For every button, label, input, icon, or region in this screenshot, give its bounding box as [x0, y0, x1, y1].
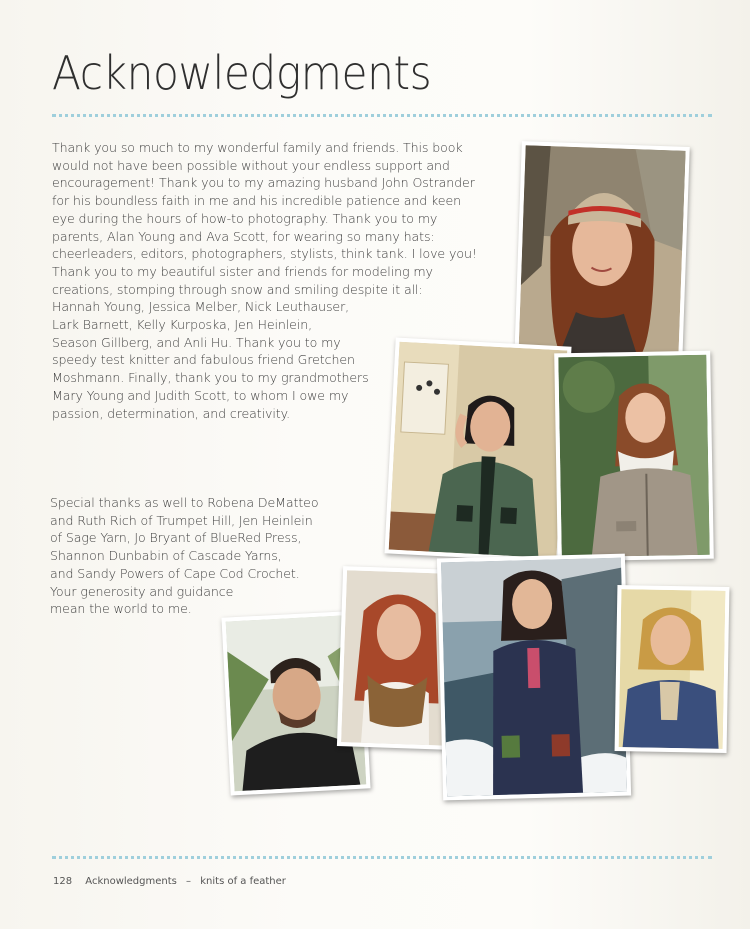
- text-line: cheerleaders, editors, photographers, stylists, think tank. I love you!: [52, 246, 477, 262]
- text-line: Special thanks as well to Robena DeMatteo: [50, 495, 319, 510]
- text-line: Hannah Young, Jessica Melber, Nick Leuthauser,: [52, 299, 350, 315]
- page-footer: [53, 876, 286, 887]
- text-line: and Sandy Powers of Cape Cod Crochet.: [50, 565, 300, 581]
- text-line: speedy test knitter and fabulous friend Gretchen: [52, 352, 355, 368]
- text-line: Thank you so much to my wonderful family and friends. This book: [52, 140, 463, 155]
- text-line: Shannon Dunbabin of Cascade Yarns,: [50, 548, 282, 564]
- top-dotted-divider: [52, 114, 712, 117]
- text-line: eye during the hours of how-to photography. Thank you to my: [52, 210, 438, 226]
- text-line: passion, determination, and creativity.: [52, 405, 291, 421]
- photo-woman-green-cardigan: [384, 338, 571, 563]
- text-line: would not have been possible without your endless support and: [52, 157, 450, 173]
- footer-separator: –: [186, 876, 192, 887]
- text-line: mean the world to me.: [50, 601, 192, 617]
- text-line: Lark Barnett, Kelly Kurposka, Jen Heinlein,: [52, 317, 312, 333]
- bottom-dotted-divider: [52, 856, 712, 859]
- acknowledgments-paragraph-2: [50, 494, 318, 618]
- text-line: parents, Alan Young and Ava Scott, for wearing so many hats:: [52, 228, 435, 244]
- text-line: Moshmann. Finally, thank you to my grandmothers: [52, 370, 369, 386]
- text-line: Thank you to my beautiful sister and friends for modeling my: [52, 263, 433, 279]
- text-line: and Ruth Rich of Trumpet Hill, Jen Heinlein: [50, 512, 313, 528]
- photo-woman-grey-coat-white-scarf: [554, 351, 714, 562]
- footer-section-name: Acknowledgments: [85, 876, 177, 887]
- text-line: Your generosity and guidance: [50, 583, 234, 599]
- photo-woman-red-stripe-hat: [514, 141, 690, 365]
- footer-book-title: knits of a feather: [200, 876, 286, 887]
- text-line: of Sage Yarn, Jo Bryant of BlueRed Press,: [50, 530, 302, 546]
- text-line: encouragement! Thank you to my amazing husband John Ostrander: [52, 175, 475, 191]
- text-line: Season Gillberg, and Anli Hu. Thank you to my: [52, 334, 341, 350]
- text-line: for his boundless faith in me and his incredible patience and keen: [52, 193, 461, 209]
- photo-woman-navy-coat-snow: [437, 554, 631, 801]
- text-line: Mary Young and Judith Scott, to whom I owe my: [52, 387, 349, 403]
- photo-blonde-woman-blue-cardigan: [615, 585, 730, 753]
- text-line: creations, stomping through snow and smiling despite it all:: [52, 281, 423, 297]
- page-number: 128: [53, 876, 73, 887]
- page-title: Acknowledgments: [52, 46, 432, 100]
